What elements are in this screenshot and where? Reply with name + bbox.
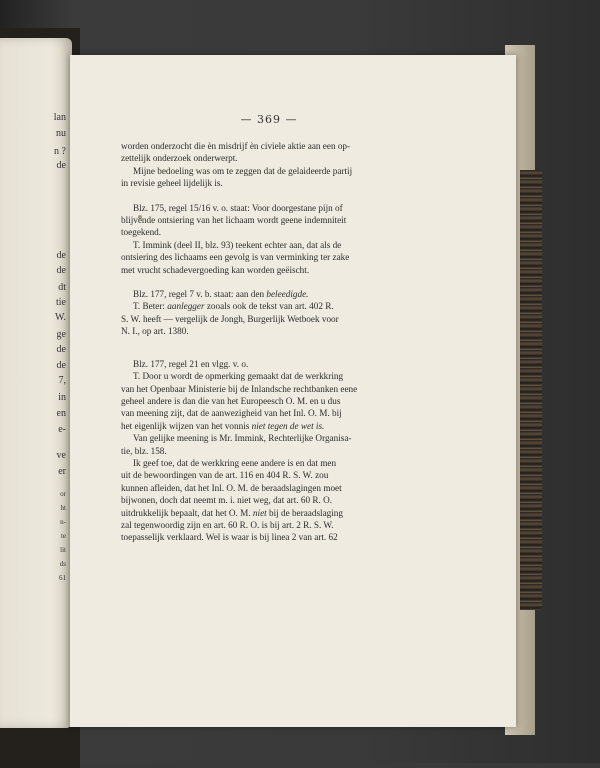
left-page-fragment: lan (53, 112, 66, 123)
left-page-fragment: 7, (58, 375, 66, 386)
left-page (0, 38, 72, 728)
left-page-fragment: de (56, 265, 66, 276)
left-page-fragment: ve (56, 450, 66, 461)
book-cover-edge (520, 170, 542, 610)
paragraph-3: Blz. 175, regel 15/16 v. o. staat: Voor doorgestane pijn of blijvende ontsiering van het lichaam wordt geene indemniteit toegekend. (121, 202, 347, 238)
left-page-fragment: or (60, 490, 66, 498)
paragraph-9: Van gelijke meening is Mr. Immink, Rechterlijke Organisa- tie, blz. 158. (121, 433, 352, 456)
left-page-fragment: n ? (54, 146, 66, 157)
left-page-fragment: dt (58, 282, 66, 293)
left-page-fragment: er (58, 466, 66, 477)
left-page-fragment: 61 (59, 574, 66, 582)
left-page-fragment: W. (54, 312, 66, 323)
paragraph-1: worden onderzocht die èn misdrijf èn civiele aktie aan een op- zettelijk onderzoek onderwerpt. (121, 141, 351, 164)
paragraph-4: T. Immink (deel II, blz. 93) teekent echter aan, dat als de ontsiering des lichaams een gevolg is van verminking ter zake met vrucht schadevergoeding kan worden geëischt. (121, 239, 350, 275)
right-page (70, 55, 516, 727)
left-page-fragment: de (56, 250, 66, 261)
left-page-fragment: ds (59, 560, 66, 568)
paragraph-7: Blz. 177, regel 21 en vlgg. v. o. (133, 358, 249, 369)
paragraph-6: T. Beter: aanlegger zooals ook de tekst van art. 402 R. S. W. heeft — vergelijk de Jongh, Burgerlijk Wetboek voor N. I., op art. 1380. (121, 301, 339, 337)
paragraph-5: Blz. 177, regel 7 v. b. staat: aan den beleedigde. (133, 289, 309, 300)
page-number: — 369 — (240, 113, 298, 126)
left-page-fragment: nu (56, 128, 66, 139)
left-page-fragment: ht (60, 504, 66, 512)
left-page-fragment: n- (60, 518, 66, 526)
left-page-fragment: en (56, 408, 66, 419)
paragraph-10: Ik geef toe, dat de werkkring eene andere is en dat men uit de bewoordingen van de art. 116 en 404 R. S. W. zou kunnen afleiden, dat het Inl. O. M. de beraadslagingen moet bijwonen, doch dat neemt m. i. niet weg, dat art. 60 R. O. uitdrukkelijk bepaalt, dat het O. M. niet bij de beraadslaging zal tegenwoordig zijn en art. 60 R. O. is bij art. 2 R. S. W. toepasselijk verklaard. Wel is waar is bij linea 2 van art. 62 (121, 457, 343, 543)
paragraph-8: T. Door u wordt de opmerking gemaakt dat de werkkring van het Openbaar Ministerie bij de Inlandsche rechtbanken eene geheel andere is dan die van het Europeesch O. M. en u dus van meening zijt, dat de aanwezigheid van het Inl. O. M. bij het eigenlijk wijzen van het vonnis niet tegen de wet is. (121, 371, 358, 431)
left-page-fragment: in (58, 392, 66, 403)
left-page-fragment: de (56, 360, 66, 371)
left-page-fragment: lit (60, 546, 66, 554)
left-page-fragment: de (56, 344, 66, 355)
page-text-block (121, 113, 417, 544)
left-page-fragment: de (56, 160, 66, 171)
left-page-fragment: e- (58, 424, 66, 435)
left-page-fragment: tie (56, 297, 66, 308)
paragraph-2: Mijne bedoeling was om te zeggen dat de gelaideerde partij in revisie geheel lijdelijk is. (121, 165, 353, 189)
left-page-fragment: ge (56, 329, 66, 340)
left-page-fragment: te (60, 532, 66, 540)
